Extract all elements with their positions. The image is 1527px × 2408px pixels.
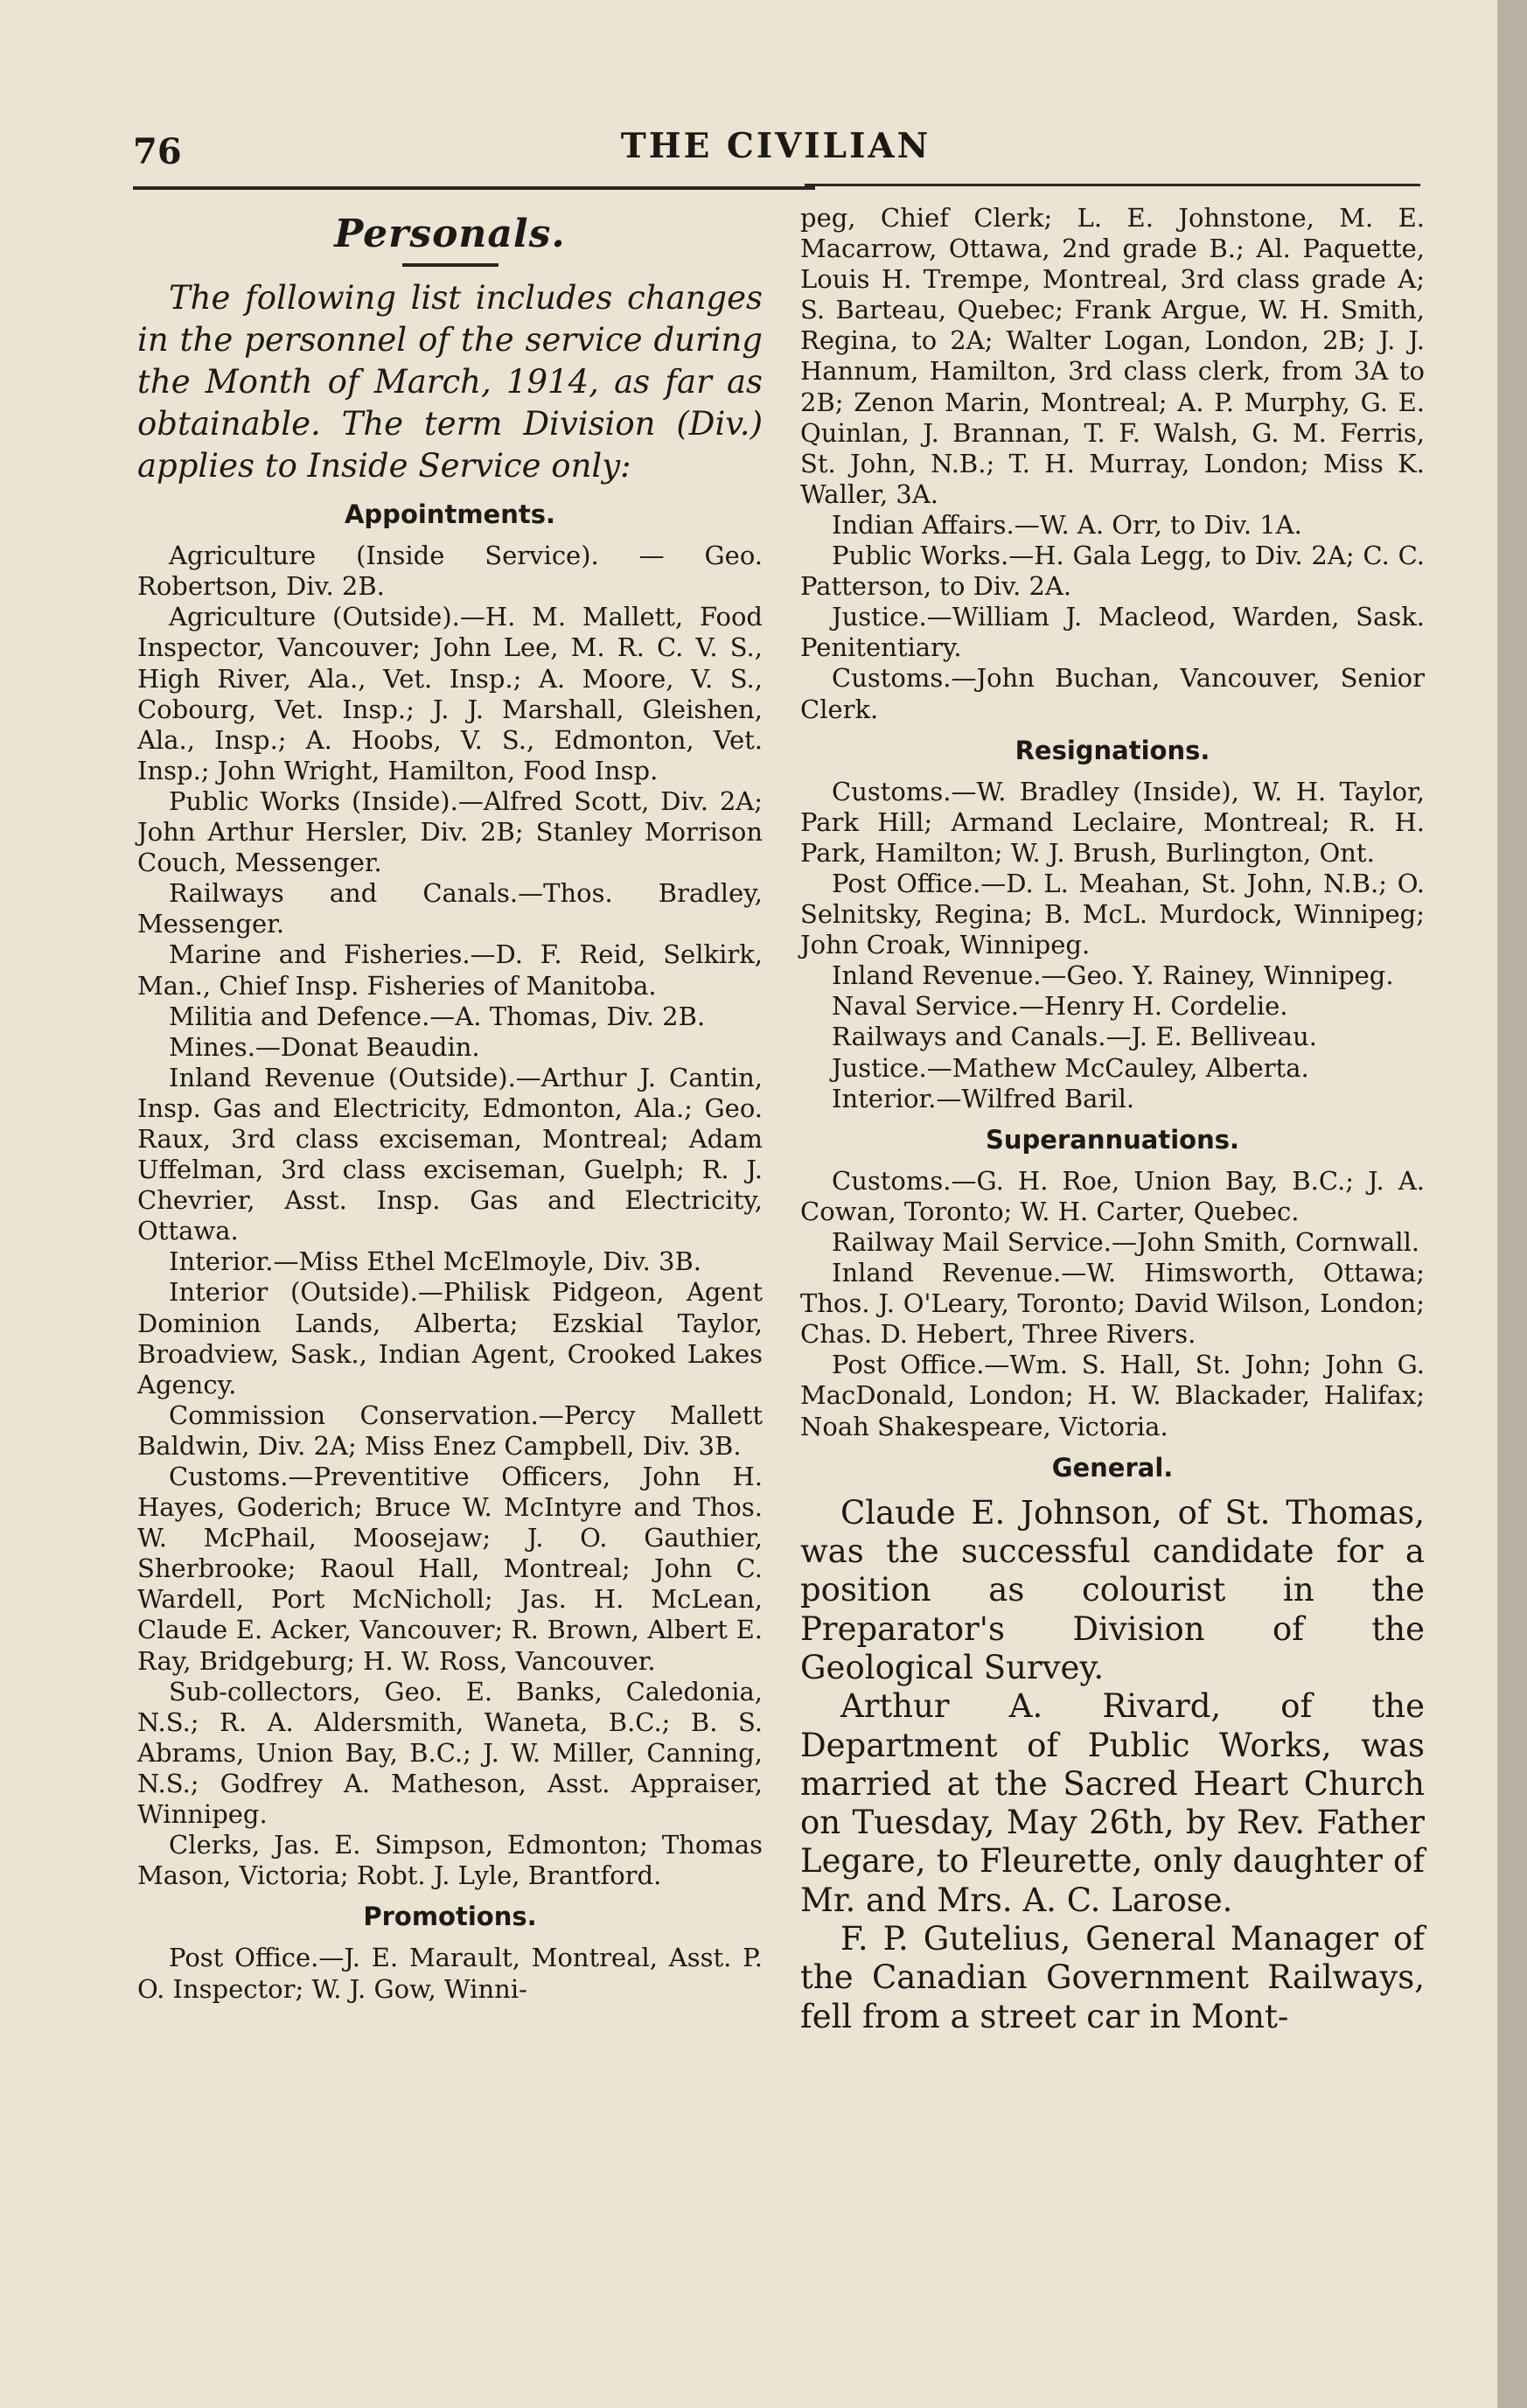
appointments-heading: Appointments. bbox=[344, 499, 555, 530]
page-number: 76 bbox=[133, 131, 182, 172]
general-section bbox=[800, 1494, 1425, 2036]
title-rule bbox=[402, 263, 499, 267]
header-rule-right bbox=[805, 184, 1420, 186]
resignations-heading: Resignations. bbox=[1015, 735, 1210, 765]
general-paragraph: F. P. Gutelius, General Manager of the Canadian Government Railways, fell from a street car in Mont- bbox=[800, 1920, 1425, 2035]
running-header bbox=[133, 122, 1419, 175]
appointment-entry: Mines.—Donat Beaudin. bbox=[169, 1031, 480, 1062]
header-rule-left bbox=[133, 186, 815, 190]
article-title: Personals. bbox=[334, 212, 566, 256]
appointment-entry: Marine and Fisheries.—D. F. Reid, Selkirk, Man., Chief Insp. Fisheries of Manitoba. bbox=[137, 939, 763, 1001]
page-edge bbox=[1497, 0, 1527, 2408]
right-column bbox=[800, 203, 1425, 2036]
appointment-entry: Inland Revenue (Outside).—Arthur J. Cantin, Insp. Gas and Electricity, Edmonton, Ala.; Geo. Raux, 3rd class exciseman, Montreal; Adam Uffelman, 3rd class exciseman, Guelph; R. J. Chevrier, Asst. Insp. Gas and Electricity, Ottawa. bbox=[137, 1062, 763, 1246]
promotion-entry: Public Works.—H. Gala Legg, to Div. 2A; C. C. Patterson, to Div. 2A. bbox=[800, 541, 1425, 602]
appointment-entry: Sub-collectors, Geo. E. Banks, Caledonia, N.S.; R. A. Aldersmith, Waneta, B.C.; B. S. Abrams, Union Bay, B.C.; J. W. Miller, Canning, N.S.; Godfrey A. Matheson, Asst. Appraiser, Winnipeg. bbox=[137, 1676, 763, 1830]
superannuation-entry: Railway Mail Service.—John Smith, Cornwall. bbox=[832, 1227, 1420, 1257]
superannuations-heading: Superannuations. bbox=[986, 1124, 1239, 1155]
promotion-continuation: peg, Chief Clerk; L. E. Johnstone, M. E. Macarrow, Ottawa, 2nd grade B.; Al. Paquette, Louis H. Trempe, Montreal, 3rd class grade A; S. Barteau, Quebec; Frank Argue, W. H. Smith, Regina, to 2A; Walter Logan, London, 2B; J. J. Hannum, Hamilton, 3rd class clerk, from 3A to 2B; Zenon Marin, Montreal; A. P. Murphy, G. E. Quinlan, J. Brannan, T. F. Walsh, G. M. Ferris, St. John, N.B.; T. H. Murray, London; Miss K. Waller, 3A. bbox=[800, 203, 1425, 509]
resignation-entry: Interior.—Wilfred Baril. bbox=[832, 1083, 1135, 1113]
appointment-entry: Interior.—Miss Ethel McElmoyle, Div. 3B. bbox=[169, 1246, 702, 1277]
resignation-entry: Post Office.—D. L. Meahan, St. John, N.B.; O. Selnitsky, Regina; B. McL. Murdock, Winnipeg; John Croak, Winnipeg. bbox=[800, 868, 1425, 960]
appointment-entry: Militia and Defence.—A. Thomas, Div. 2B. bbox=[169, 1001, 706, 1031]
promotions-heading: Promotions. bbox=[363, 1902, 537, 1932]
resignation-entry: Justice.—Mathew McCauley, Alberta. bbox=[832, 1052, 1309, 1083]
resignation-entry: Naval Service.—Henry H. Cordelie. bbox=[832, 991, 1288, 1022]
resignation-entry: Railways and Canals.—J. E. Belliveau. bbox=[832, 1022, 1317, 1052]
promotion-entry: Justice.—William J. Macleod, Warden, Sask. Penitentiary. bbox=[800, 602, 1425, 663]
appointment-entry: Interior (Outside).—Philisk Pidgeon, Agent Dominion Lands, Alberta; Ezskial Taylor, Broadview, Sask., Indian Agent, Crooked Lakes Agency. bbox=[137, 1277, 763, 1399]
left-column bbox=[137, 203, 763, 2005]
running-title: THE CIVILIAN bbox=[620, 126, 931, 166]
general-heading: General. bbox=[1051, 1452, 1174, 1483]
appointment-entry: Agriculture (Inside Service). — Geo. Robertson, Div. 2B. bbox=[137, 541, 763, 602]
promotion-entry: Indian Affairs.—W. A. Orr, to Div. 1A. bbox=[832, 509, 1302, 540]
promotion-entry: Customs.—John Buchan, Vancouver, Senior Clerk. bbox=[800, 663, 1425, 724]
superannuation-entry: Customs.—G. H. Roe, Union Bay, B.C.; J. A. Cowan, Toronto; W. H. Carter, Quebec. bbox=[800, 1165, 1425, 1226]
general-paragraph: Claude E. Johnson, of St. Thomas, was the successful candidate for a position as colourist in the Preparator's Division of the Geological Survey. bbox=[800, 1493, 1425, 1686]
appointment-entry: Agriculture (Outside).—H. M. Mallett, Food Inspector, Vancouver; John Lee, M. R. C. V. S., High River, Ala., Vet. Insp.; A. Moore, V. S., Cobourg, Vet. Insp.; J. J. Marshall, Gleishen, Ala., Insp.; A. Hoobs, V. S., Edmonton, Vet. Insp.; John Wright, Hamilton, Food Insp. bbox=[137, 602, 763, 785]
resignation-entry: Inland Revenue.—Geo. Y. Rainey, Winnipeg. bbox=[832, 960, 1394, 991]
promotion-entry: Post Office.—J. E. Marault, Montreal, Asst. P. O. Inspector; W. J. Gow, Winni- bbox=[137, 1943, 763, 2004]
appointment-entry: Commission Conservation.—Percy Mallett Baldwin, Div. 2A; Miss Enez Campbell, Div. 3B. bbox=[137, 1399, 763, 1461]
general-paragraph: Arthur A. Rivard, of the Department of Public Works, was married at the Sacred Heart Church on Tuesday, May 26th, by Rev. Father Legare, to Fleurette, only daughter of Mr. and Mrs. A. C. Larose. bbox=[800, 1687, 1425, 1919]
resignation-entry: Customs.—W. Bradley (Inside), W. H. Taylor, Park Hill; Armand Leclaire, Montreal; R. H. Park, Hamilton; W. J. Brush, Burlington, Ont. bbox=[800, 776, 1425, 868]
intro-paragraph: The following list includes changes in the personnel of the service during the Month of March, 1914, as far as obtainable. The term Division (Div.) applies to Inside Service only: bbox=[137, 279, 763, 485]
appointment-entry: Customs.—Preventitive Officers, John H. Hayes, Goderich; Bruce W. McIntyre and Thos. W. McPhail, Moosejaw; J. O. Gauthier, Sherbrooke; Raoul Hall, Montreal; John C. Wardell, Port McNicholl; Jas. H. McLean, Claude E. Acker, Vancouver; R. Brown, Albert E. Ray, Bridgeburg; H. W. Ross, Vancouver. bbox=[137, 1462, 763, 1676]
appointment-entry: Public Works (Inside).—Alfred Scott, Div. 2A; John Arthur Hersler, Div. 2B; Stanley Morrison Couch, Messenger. bbox=[137, 785, 763, 878]
appointment-entry: Clerks, Jas. E. Simpson, Edmonton; Thomas Mason, Victoria; Robt. J. Lyle, Brantford. bbox=[137, 1830, 763, 1891]
superannuation-entry: Post Office.—Wm. S. Hall, St. John; John G. MacDonald, London; H. W. Blackader, Halifax; Noah Shakespeare, Victoria. bbox=[800, 1350, 1425, 1441]
appointment-entry: Railways and Canals.—Thos. Bradley, Messenger. bbox=[137, 878, 763, 939]
superannuation-entry: Inland Revenue.—W. Himsworth, Ottawa; Thos. J. O'Leary, Toronto; David Wilson, London; Chas. D. Hebert, Three Rivers. bbox=[800, 1258, 1425, 1350]
